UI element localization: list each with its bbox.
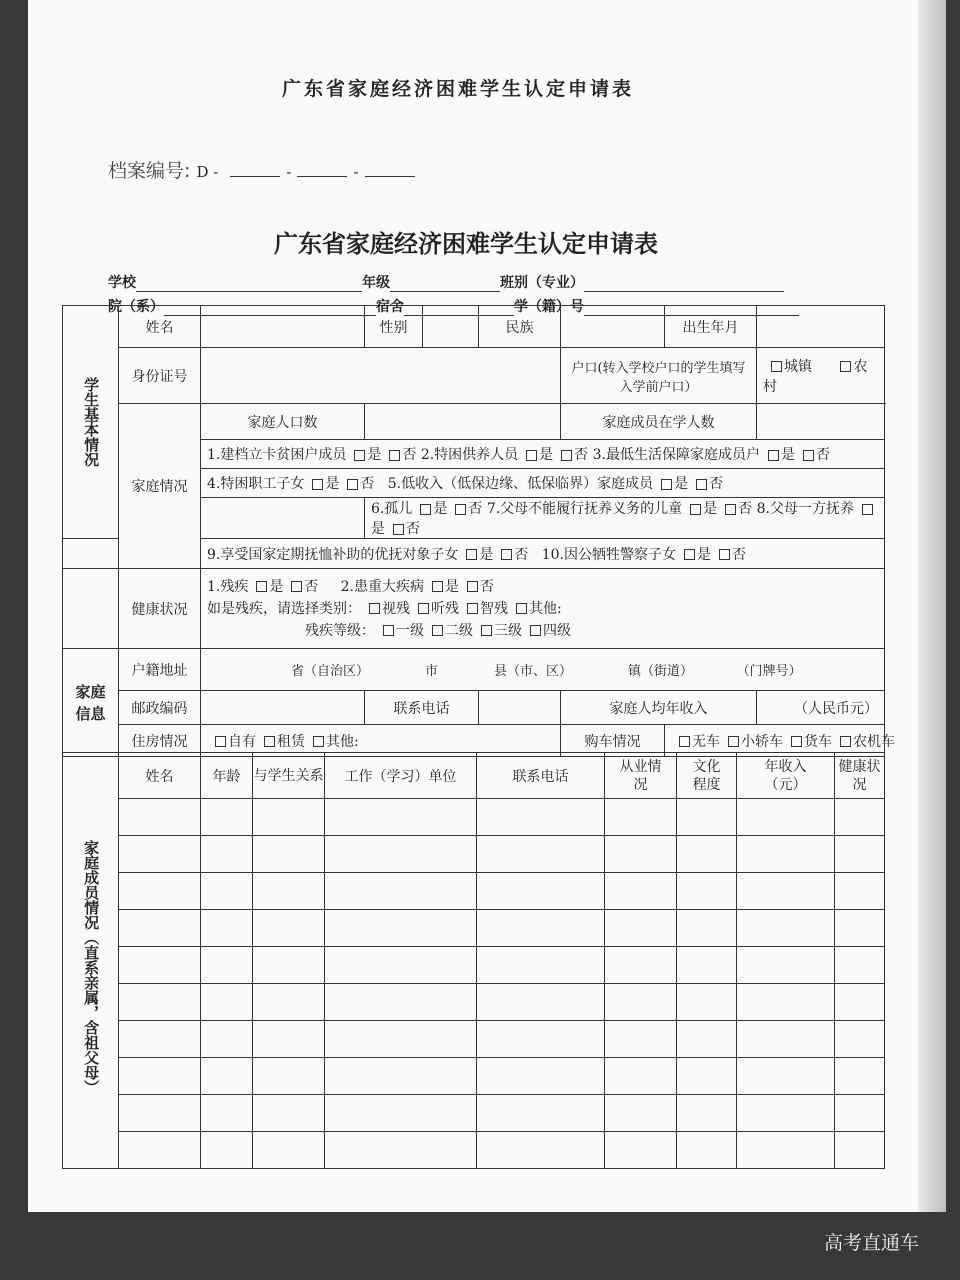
i7-yes-checkbox[interactable] <box>690 504 701 515</box>
table-row[interactable] <box>63 947 885 984</box>
col-job: 从业情况 <box>605 753 677 799</box>
col-health: 健康状况 <box>835 753 885 799</box>
rural-checkbox[interactable] <box>840 361 851 372</box>
situation-row-4: 9.享受国家定期抚恤补助的优抚对象子女 是 否 10.因公牺牲警察子女 是 否 <box>201 539 885 569</box>
i4-no-checkbox[interactable] <box>347 479 358 490</box>
income-field[interactable]: （人民币元） <box>757 691 885 725</box>
col-work: 工作（学习）单位 <box>325 753 477 799</box>
id-card-field[interactable] <box>201 348 561 404</box>
table-row[interactable] <box>63 910 885 947</box>
illness-yes-checkbox[interactable] <box>432 581 443 592</box>
i8-no-checkbox[interactable] <box>393 524 404 535</box>
members-header-row <box>63 753 885 799</box>
i9-no-checkbox[interactable] <box>501 549 512 560</box>
i5-no-checkbox[interactable] <box>696 479 707 490</box>
level4-checkbox[interactable] <box>530 625 541 636</box>
family-size-label: 家庭人口数 <box>201 404 365 440</box>
other-housing-checkbox[interactable] <box>313 736 324 747</box>
name-label: 姓名 <box>119 306 201 348</box>
i4-yes-checkbox[interactable] <box>312 479 323 490</box>
illness-no-checkbox[interactable] <box>467 581 478 592</box>
header-row-1 <box>108 272 784 292</box>
archive-sep: - <box>353 163 359 181</box>
disability-no-checkbox[interactable] <box>291 581 302 592</box>
i10-no-checkbox[interactable] <box>719 549 730 560</box>
address-label: 户籍地址 <box>119 649 201 691</box>
section-members: 家庭成员情况（直系亲属，含祖父母） <box>63 753 119 1169</box>
archive-label: 档案编号: <box>108 160 191 182</box>
i3-yes-checkbox[interactable] <box>768 450 779 461</box>
own-checkbox[interactable] <box>215 736 226 747</box>
class-field[interactable] <box>584 277 784 292</box>
archive-sep: - <box>286 163 292 181</box>
i7-no-checkbox[interactable] <box>725 504 736 515</box>
main-title: 广东省家庭经济困难学生认定申请表 <box>274 229 658 258</box>
i9-yes-checkbox[interactable] <box>466 549 477 560</box>
situation-row-1: 1.建档立卡贫困户成员 是 否 2.特困供养人员 是 否 3.最低生活保障家庭成员户 是 否 <box>201 440 885 469</box>
i1-yes-checkbox[interactable] <box>354 450 365 461</box>
college-label: 院（系） <box>108 299 164 315</box>
housing-options: 自有 租赁 其他: <box>201 725 561 757</box>
section-basic: 学生基本情况 <box>63 306 119 539</box>
town-label: 城镇 <box>784 358 812 375</box>
table-row[interactable] <box>63 1021 885 1058</box>
school-label: 学校 <box>108 275 136 291</box>
col-income: 年收入（元） <box>737 753 835 799</box>
archive-blank-1[interactable] <box>230 162 280 177</box>
info-table <box>62 305 895 757</box>
in-school-label: 家庭成员在学人数 <box>561 404 757 440</box>
name-field[interactable] <box>201 306 365 348</box>
level2-checkbox[interactable] <box>432 625 443 636</box>
i2-yes-checkbox[interactable] <box>526 450 537 461</box>
ethnicity-field[interactable] <box>561 306 665 348</box>
car-label: 购车情况 <box>561 725 665 757</box>
i8-yes-checkbox[interactable] <box>862 504 873 515</box>
housing-label: 住房情况 <box>119 725 201 757</box>
rural-label: 农村 <box>763 358 868 395</box>
birth-label: 出生年月 <box>665 306 757 348</box>
class-label: 班别（专业） <box>500 275 584 291</box>
hukou-options <box>757 348 885 404</box>
col-edu: 文化程度 <box>677 753 737 799</box>
family-size-field[interactable] <box>365 404 561 440</box>
members-table <box>62 752 885 1169</box>
table-row[interactable] <box>63 836 885 873</box>
other-disability-checkbox[interactable] <box>516 603 527 614</box>
postcode-field[interactable] <box>201 691 365 725</box>
archive-prefix: D - <box>196 163 219 181</box>
table-row[interactable] <box>63 1132 885 1169</box>
health-label: 健康状况 <box>119 569 201 649</box>
table-row[interactable] <box>63 1095 885 1132</box>
truck-checkbox[interactable] <box>791 736 802 747</box>
table-row[interactable] <box>63 873 885 910</box>
rent-checkbox[interactable] <box>264 736 275 747</box>
i6-no-checkbox[interactable] <box>455 504 466 515</box>
in-school-field[interactable] <box>757 404 885 440</box>
archive-blank-2[interactable] <box>297 162 347 177</box>
col-relation: 与学生关系 <box>253 753 325 799</box>
table-row[interactable] <box>63 1058 885 1095</box>
level3-checkbox[interactable] <box>481 625 492 636</box>
farm-checkbox[interactable] <box>840 736 851 747</box>
archive-number <box>108 156 421 183</box>
gender-label: 性别 <box>365 306 423 348</box>
school-field[interactable] <box>136 277 362 292</box>
top-title: 广东省家庭经济困难学生认定申请表 <box>282 78 635 100</box>
paper-stack-edge <box>918 0 946 1212</box>
no-car-checkbox[interactable] <box>679 736 690 747</box>
mental-checkbox[interactable] <box>467 603 478 614</box>
ethnicity-label: 民族 <box>479 306 561 348</box>
student-no-label: 学（籍）号 <box>514 299 584 315</box>
i2-no-checkbox[interactable] <box>561 450 572 461</box>
phone-field[interactable] <box>479 691 561 725</box>
i1-no-checkbox[interactable] <box>389 450 400 461</box>
i10-yes-checkbox[interactable] <box>684 549 695 560</box>
address-field[interactable]: 省（自治区） 市 县（市、区） 镇（街道） （门牌号） <box>201 649 885 691</box>
health-options: 1.残疾 是 否 2.患重大疾病 是 否 如是残疾，请选择类别： 视残 听残 智残 其他: 残疾等级： 一级 二级 三级 四级 <box>201 569 885 649</box>
income-label: 家庭人均年收入 <box>561 691 757 725</box>
table-row[interactable] <box>63 984 885 1021</box>
i6-yes-checkbox[interactable] <box>420 504 431 515</box>
town-checkbox[interactable] <box>771 361 782 372</box>
col-name: 姓名 <box>119 753 201 799</box>
dorm-label: 宿舍 <box>376 299 404 315</box>
disability-yes-checkbox[interactable] <box>256 581 267 592</box>
birth-field[interactable] <box>757 306 885 348</box>
grade-field[interactable] <box>390 277 500 292</box>
id-card-label: 身份证号 <box>119 348 201 404</box>
level1-checkbox[interactable] <box>383 625 394 636</box>
i3-no-checkbox[interactable] <box>803 450 814 461</box>
family-situation-label: 家庭情况 <box>119 404 201 569</box>
table-row[interactable] <box>63 799 885 836</box>
watermark: 高考直通车 <box>824 1232 920 1254</box>
col-age: 年龄 <box>201 753 253 799</box>
hukou-label: 户口(转入学校户口的学生填写入学前户口） <box>561 348 757 404</box>
i5-yes-checkbox[interactable] <box>661 479 672 490</box>
car-options: 无车 小轿车 货车 农机车 <box>665 725 885 757</box>
situation-row-3: 6.孤儿 是 否 7.父母不能履行抚养义务的儿童 是 否 8.父母一方抚养是 否 <box>365 498 885 539</box>
situation-row-2: 4.特困职工子女 是 否 5.低收入（低保边缘、低保临界）家庭成员 是 否 <box>201 469 885 498</box>
gender-field[interactable] <box>423 306 479 348</box>
col-phone: 联系电话 <box>477 753 605 799</box>
sedan-checkbox[interactable] <box>728 736 739 747</box>
grade-label: 年级 <box>362 275 390 291</box>
archive-blank-3[interactable] <box>365 162 415 177</box>
hearing-checkbox[interactable] <box>418 603 429 614</box>
visual-checkbox[interactable] <box>369 603 380 614</box>
postcode-label: 邮政编码 <box>119 691 201 725</box>
section-family: 家庭信息 <box>63 649 119 757</box>
phone-label: 联系电话 <box>365 691 479 725</box>
